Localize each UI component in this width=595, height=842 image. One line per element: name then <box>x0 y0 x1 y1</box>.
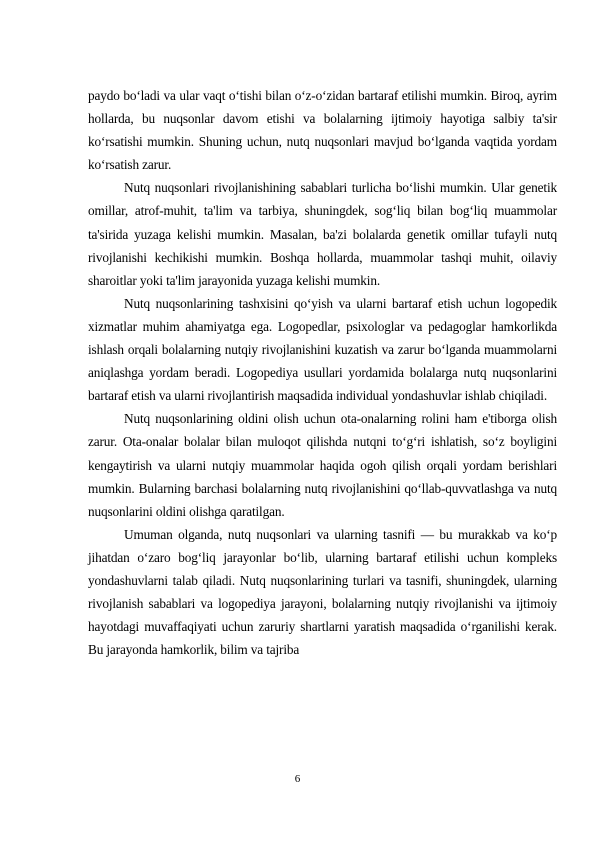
body-text <box>88 84 557 661</box>
paragraph-1: paydo bo‘ladi va ular vaqt o‘tishi bilan o‘z-o‘zidan bartaraf etilishi mumkin. Biroq, ayrim hollarda, bu nuqsonlar davom etishi va bolalarning ijtimoiy hayotiga salbiy ta'sir ko‘rsatishi mumkin. Shuning uchun, nutq nuqsonlari mavjud bo‘lganda vaqtida yordam ko‘rsatish zarur. <box>88 88 557 173</box>
page-number: 6 <box>294 773 301 785</box>
paragraph-2: Nutq nuqsonlari rivojlanishining sabablari turlicha bo‘lishi mumkin. Ular genetik omillar, atrof-muhit, ta'lim va tarbiya, shuningdek, sog‘liq bilan bog‘liq muammolar ta'sirida yuzaga kelishi mumkin. Masalan, ba'zi bolalarda genetik omillar tufayli nutq rivojlanishi kechikishi mumkin. Boshqa hollarda, muammolar tashqi muhit, oilaviy sharoitlar yoki ta'lim jarayonida yuzaga kelishi mumkin. <box>88 180 557 288</box>
paragraph-3: Nutq nuqsonlarining tashxisini qo‘yish va ularni bartaraf etish uchun logopedik xizmatlar muhim ahamiyatga ega. Logopedlar, psixologlar va pedagoglar hamkorlikda ishlash orqali bolalarning nutqiy rivojlanishini kuzatish va zarur bo‘lganda muammolarni aniqlashga yordam beradi. Logopediya usullari yordamida bolalarga nutq nuqsonlarini bartaraf etish va ularni rivojlantirish maqsadida individual yondashuvlar ishlab chiqiladi. <box>88 295 557 404</box>
paragraph-5: Umuman olganda, nutq nuqsonlari va ularning tasnifi — bu murakkab va ko‘p jihatdan o‘zaro bog‘liq jarayonlar bo‘lib, ularning bartaraf etilishi uchun kompleks yondashuvlarni talab qiladi. Nutq nuqsonlarining turlari va tasnifi, shuningdek, ularning rivojlanish sabablari va logopediya jarayoni, bolalarning nutqiy rivojlanishi va ijtimoiy hayotdagi muvaffaqiyati uchun zaruriy shartlarni yaratish maqsadida o‘rganilishi kerak. Bu jarayonda hamkorlik, bilim va tajriba <box>88 526 557 658</box>
paragraph-4: Nutq nuqsonlarining oldini olish uchun ota-onalarning rolini ham e'tiborga olish zarur. Ota-onalar bolalar bilan muloqot qilishda nutqni to‘g‘ri ishlatish, so‘z boyligini kengaytirish va ularni nutqiy muammolar haqida ogoh qilish orqali yordam berishlari mumkin. Bularning barchasi bolalarning nutq rivojlanishini qo‘llab-quvvatlashga va nutq nuqsonlarini oldini olishga qaratilgan. <box>88 411 557 519</box>
